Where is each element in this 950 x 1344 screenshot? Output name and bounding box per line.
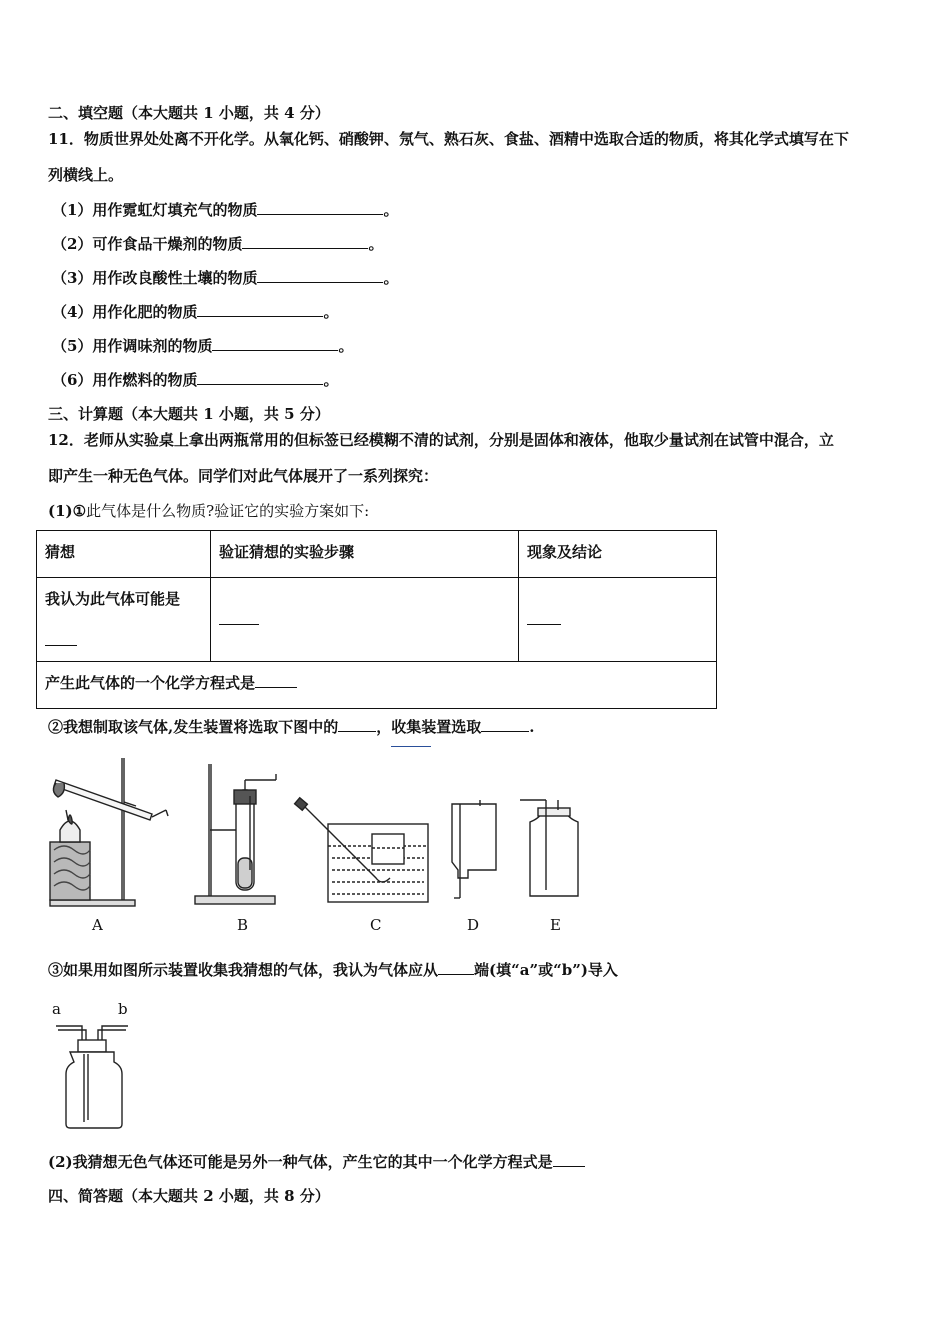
result-blank[interactable] — [527, 610, 561, 625]
q11-item-3 — [52, 267, 398, 288]
gas-bottle-figure — [44, 996, 154, 1130]
q11-item-6 — [52, 369, 338, 390]
apparatus-c — [295, 798, 428, 934]
apparatus-figure — [40, 750, 600, 940]
part4-text: (2)我猜想无色气体还可能是另外一种气体，产生它的其中一个化学方程式是 — [48, 1153, 553, 1171]
table-header-steps: 验证猜想的实验步骤 — [211, 531, 519, 578]
q11-item-4 — [52, 301, 338, 322]
port-label-b: b — [118, 1000, 128, 1018]
part1-prefix: (1)① — [48, 502, 87, 520]
q12-line2: 即产生一种无色气体。同学们对此气体展开了一系列探究： — [48, 467, 439, 485]
port-blank[interactable] — [438, 960, 474, 975]
table-cell-guess — [37, 578, 211, 662]
answer-blank[interactable] — [212, 336, 338, 351]
port-label-a: a — [52, 1000, 61, 1018]
apparatus-a — [50, 758, 168, 934]
label-c: C — [370, 916, 382, 934]
label-a: A — [92, 916, 103, 934]
steps-blank[interactable] — [219, 610, 259, 625]
label-b: B — [237, 916, 249, 934]
answer-blank[interactable] — [257, 200, 383, 215]
q11-item-text: （4）用作化肥的物质 — [52, 303, 198, 321]
q12-part4 — [48, 1151, 585, 1172]
table-header-guess: 猜想 — [37, 531, 211, 578]
collector-blank[interactable] — [481, 717, 529, 732]
part2-text-a: ②我想制取该气体,发生装置将选取下图中的 — [48, 718, 339, 736]
q11-item-text: （1）用作霓虹灯填充气的物质 — [52, 201, 258, 219]
q12-part2 — [48, 716, 534, 737]
q11-item-end: 。 — [338, 337, 354, 355]
apparatus-e — [520, 800, 578, 934]
label-e: E — [550, 916, 561, 934]
generator-blank[interactable] — [338, 717, 376, 732]
q12-part3 — [48, 959, 618, 980]
q11-item-text: （6）用作燃料的物质 — [52, 371, 198, 389]
q11-line1: 11．物质世界处处离不开化学。从氧化钙、硝酸钾、氖气、熟石灰、食盐、酒精中选取合适的物质，将其化学式填写在下 — [48, 130, 849, 148]
q11-item-end: 。 — [323, 303, 339, 321]
q11-item-text: （5）用作调味剂的物质 — [52, 337, 213, 355]
q11-item-end: 。 — [383, 269, 399, 287]
answer-blank[interactable] — [197, 302, 323, 317]
part3-text-a: ③如果用如图所示装置收集我猜想的气体，我认为气体应从 — [48, 961, 439, 979]
part3-text-b: 端(填“a”或“b”)导入 — [474, 961, 618, 979]
equation-prompt: 产生此气体的一个化学方程式是 — [45, 674, 256, 692]
q12-line1: 12．老师从实验桌上拿出两瓶常用的但标签已经模糊不清的试剂，分别是固体和液体，他取少量试剂在试管中混合，立 — [48, 431, 834, 449]
q11-item-text: （3）用作改良酸性土壤的物质 — [52, 269, 258, 287]
q12-part1 — [48, 500, 369, 521]
table-footer — [37, 662, 717, 709]
q11-item-end: 。 — [383, 201, 399, 219]
q11-item-end: 。 — [368, 235, 384, 253]
part2-text-c: . — [529, 718, 535, 736]
q11-item-5 — [52, 335, 353, 356]
apparatus-b — [195, 764, 276, 934]
link-underline — [391, 746, 431, 747]
section3-title: 三、计算题（本大题共 1 小题，共 5 分） — [48, 405, 330, 423]
apparatus-d — [452, 800, 496, 934]
answer-blank[interactable] — [197, 370, 323, 385]
q11-item-1 — [52, 199, 398, 220]
experiment-table — [36, 530, 717, 709]
section4-title: 四、简答题（本大题共 2 小题，共 8 分） — [48, 1187, 330, 1205]
equation-blank[interactable] — [255, 673, 297, 688]
table-header-result: 现象及结论 — [519, 531, 717, 578]
label-d: D — [467, 916, 480, 934]
q11-item-end: 。 — [323, 371, 339, 389]
equation2-blank[interactable] — [553, 1152, 585, 1167]
table-cell-result — [519, 578, 717, 662]
guess-text: 我认为此气体可能是 — [45, 590, 181, 608]
q11-item-2 — [52, 233, 383, 254]
q11-item-text: （2）可作食品干燥剂的物质 — [52, 235, 243, 253]
guess-blank[interactable] — [45, 631, 77, 646]
table-cell-steps — [211, 578, 519, 662]
answer-blank[interactable] — [257, 268, 383, 283]
part2-text-b: ，收集装置选取 — [376, 718, 482, 736]
q11-line2: 列横线上。 — [48, 166, 124, 184]
part1-text: 此气体是什么物质?验证它的实验方案如下: — [86, 502, 370, 520]
answer-blank[interactable] — [242, 234, 368, 249]
section2-title: 二、填空题（本大题共 1 小题，共 4 分） — [48, 104, 330, 122]
